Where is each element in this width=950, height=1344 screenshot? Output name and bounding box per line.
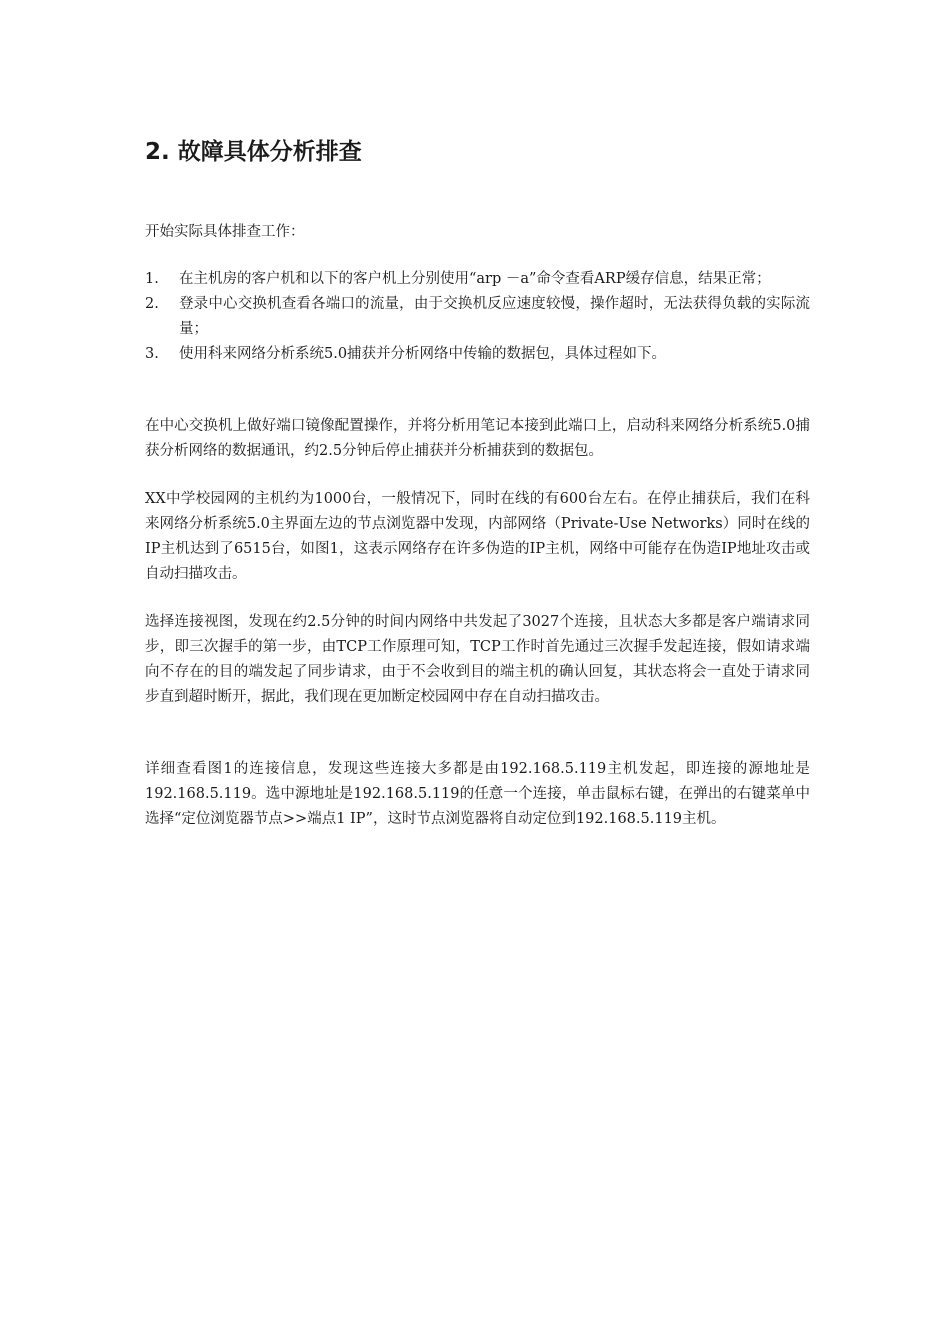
list-item-text: 在主机房的客户机和以下的客户机上分别使用“arp －a”命令查看ARP缓存信息，结果正常； <box>179 271 771 287</box>
intro-text: 开始实际具体排查工作： <box>145 224 305 240</box>
troubleshooting-steps-list <box>145 267 810 367</box>
paragraph-connection-view: 选择连接视图，发现在约2.5分钟的时间内网络中共发起了3027个连接，且状态大多都是客户端请求同步，即三次握手的第一步，由TCP工作原理可知，TCP工作时首先通过三次握手发起连接，假如请求端向不存在的目的端发起了同步请求，由于不会收到目的端主机的确认回复，其状态将会一直处于请求同步直到超时断开，据此，我们现在更加断定校园网中存在自动扫描攻击。 <box>145 614 810 705</box>
list-item <box>145 267 810 292</box>
paragraph-port-mirroring: 在中心交换机上做好端口镜像配置操作，并将分析用笔记本接到此端口上，启动科来网络分析系统5.0捕获分析网络的数据通讯，约2.5分钟后停止捕获并分析捕获到的数据包。 <box>145 418 810 459</box>
paragraph-connection-details: 详细查看图1的连接信息，发现这些连接大多都是由192.168.5.119主机发起，即连接的源地址是192.168.5.119。选中源地址是192.168.5.119的任意一个连接，单击鼠标右键，在弹出的右键菜单中选择“定位浏览器节点>>端点1 IP”，这时节点浏览器将自动定位到192.168.5.119主机。 <box>145 761 810 827</box>
list-item-text: 登录中心交换机查看各端口的流量，由于交换机反应速度较慢，操作超时，无法获得负载的实际流量； <box>179 296 810 337</box>
list-number: 2. <box>145 296 159 312</box>
list-item-text: 使用科来网络分析系统5.0捕获并分析网络中传输的数据包，具体过程如下。 <box>179 346 667 362</box>
list-item <box>145 292 810 342</box>
paragraph-host-count: XX中学校园网的主机约为1000台，一般情况下，同时在线的有600台左右。在停止捕获后，我们在科来网络分析系统5.0主界面左边的节点浏览器中发现，内部网络（Private-Use Networks）同时在线的IP主机达到了6515台，如图1，这表示网络存在许多伪造的IP主机，网络中可能存在伪造IP地址攻击或自动扫描攻击。 <box>145 491 810 582</box>
list-item <box>145 342 810 367</box>
list-number: 1. <box>145 271 159 287</box>
list-number: 3. <box>145 346 159 362</box>
section-heading: 2. 故障具体分析排查 <box>145 139 362 165</box>
